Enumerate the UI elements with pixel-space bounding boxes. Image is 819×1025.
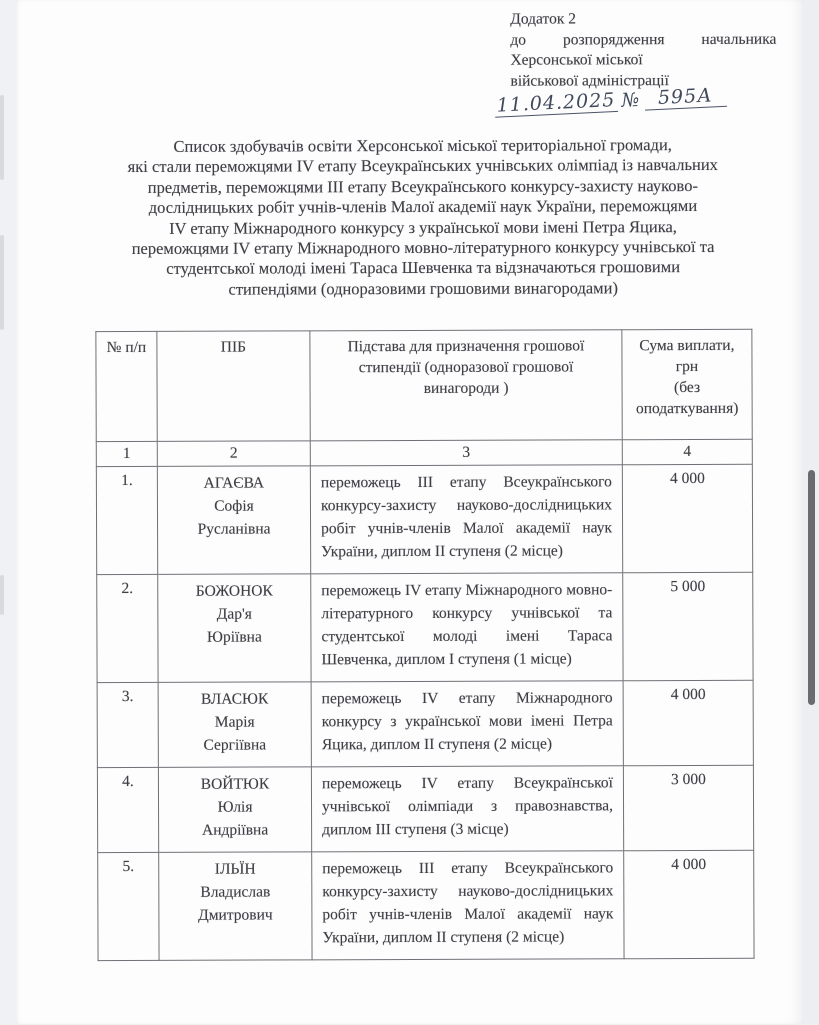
row-amount-cell: 4 000 [624,850,754,958]
stipend-table [95,329,754,961]
row-reason-cell: переможець IV етапу Міжнародного мовно-літературного конкурсу учнівської та студентської молоді імені Тараса Шевченка, диплом I ступеня (1 місце) [311,573,623,682]
row-reason-cell: переможець IV етапу Міжнародного конкурсу з української мови імені Петра Яцика, диплом II ступеня (2 місце) [311,681,623,767]
column-number: 4 [622,439,752,464]
appendix-title: Додаток 2 [510,10,577,28]
table-header-row [96,329,752,441]
row-number-cell: 2. [97,574,158,682]
row-amount-cell: 4 000 [623,680,753,765]
column-number: 1 [96,441,157,466]
header-name: ПІБ [157,331,310,442]
table-row [97,680,753,767]
table-row [98,850,754,960]
row-number-cell: 5. [98,852,159,960]
header-reason: Підстава для призначення грошової стипендії (одноразової грошової винагороди ) [310,330,622,441]
appendix-line: до розпорядження начальника [510,30,777,49]
row-reason-cell: переможець III етапу Всеукраїнського конкурсу-захисту науково-дослідницьких робіт учнів-членів Малої академії наук України, диплом II ступеня (2 місце) [312,851,624,960]
handwritten-date: 11.04.2025 [494,89,618,118]
column-number: 3 [310,440,622,466]
row-reason-cell: переможець IV етапу Всеукраїнської учнівської олімпіади з правознавства, диплом III ступеня (3 місце) [311,766,623,852]
column-number-row [96,439,752,466]
scanned-page [16,0,803,1024]
row-number-cell: 3. [97,682,158,767]
row-name-cell: ВЛАСЮК Марія Сергіївна [158,682,311,768]
scan-edge-mark [0,235,4,330]
row-amount-cell: 3 000 [623,765,753,850]
appendix-line: Херсонської міської [510,51,643,69]
row-amount-cell: 5 000 [623,572,753,680]
number-sign: № [620,88,641,112]
handwritten-number: 595А [644,84,727,111]
table-row [97,572,753,682]
appendix-line: військової адміністрації [510,71,669,90]
scrollbar-thumb[interactable] [808,470,815,705]
row-name-cell: ІЛЬЇН Владислав Дмитрович [159,852,312,961]
row-amount-cell: 4 000 [622,464,752,572]
row-name-cell: БОЖОНОК Дар'я Юріївна [158,574,311,683]
row-number-cell: 1. [96,466,157,574]
header-amount: Сума виплати, грн (без оподаткування) [622,329,752,439]
scan-edge-mark [0,95,4,180]
row-reason-cell: переможець III етапу Всеукраїнського конкурсу-захисту науково-дослідницьких робіт учнів-членів Малої академії наук України, диплом II ступеня (2 місце) [310,465,622,574]
document-content [14,0,805,1025]
row-name-cell: ВОЙТЮК Юлія Андріївна [158,767,311,853]
table-row [97,765,753,852]
document-intro-paragraph: Список здобувачів освіти Херсонської міської територіальної громади, які стали переможцями IV етапу Всеукраїнських учнівських олімпіад із навчальних предметів, переможцями III етапу Всеукраїнського конкурсу-захисту науково- дослідницьких робіт учнів-членів Малої академії наук України, переможцями IV етапу Міжнародного конкурсу з української мови імені Петра Яцика, переможцями IV етапу Міжнародного мовно-літературного конкурсу учнівської та студентської молоді імені Тараса Шевченка та відзначаються грошовими стипендіями (одноразовими грошовими винагородами) [127,135,718,299]
row-number-cell: 4. [97,767,158,852]
appendix-header [510,9,776,92]
column-number: 2 [157,441,310,467]
header-row-number: № п/п [96,331,157,441]
row-name-cell: АГАЄВА Софія Русланівна [157,466,310,575]
scan-edge-mark [0,575,4,615]
table-row [96,464,752,574]
